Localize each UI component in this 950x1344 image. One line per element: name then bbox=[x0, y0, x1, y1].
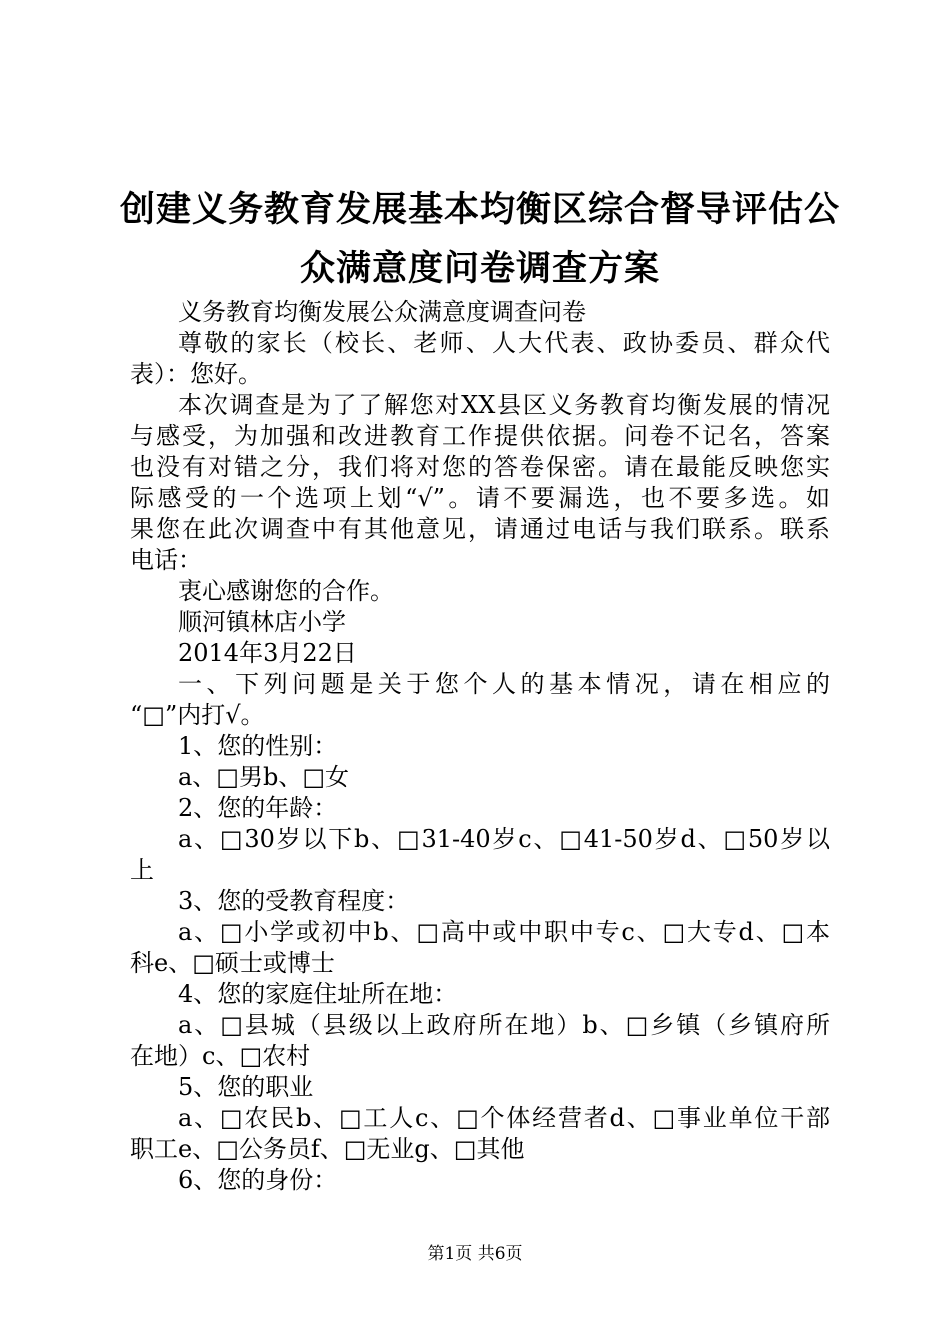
question-5: 5、您的职业 bbox=[178, 1073, 314, 1101]
question-5-options-line-2: 职工e、□公务员f、□无业g、□其他 bbox=[130, 1135, 525, 1163]
question-3-options-line-2: 科e、□硕士或博士 bbox=[130, 949, 335, 977]
thanks-line: 衷心感谢您的合作。 bbox=[178, 577, 394, 605]
intro-line-5: 果您在此次调查中有其他意见，请通过电话与我们联系。联系 bbox=[130, 515, 830, 543]
question-5-options-line-1: a、□农民b、□工人c、□个体经营者d、□事业单位干部 bbox=[178, 1104, 830, 1132]
school-name: 顺河镇林店小学 bbox=[178, 608, 346, 636]
document-title-line-1: 创建义务教育发展基本均衡区综合督导评估公 bbox=[119, 190, 840, 230]
survey-heading: 义务教育均衡发展公众满意度调查问卷 bbox=[178, 298, 586, 326]
question-4-options-line-1: a、□县城（县级以上政府所在地）b、□乡镇（乡镇府所 bbox=[178, 1011, 830, 1039]
question-3: 3、您的受教育程度： bbox=[178, 887, 410, 915]
question-1: 1、您的性别： bbox=[178, 732, 338, 760]
intro-line-2: 与感受，为加强和改进教育工作提供依据。问卷不记名，答案 bbox=[130, 422, 830, 450]
question-2: 2、您的年龄： bbox=[178, 794, 338, 822]
salutation-line-2: 表）：您好。 bbox=[130, 360, 262, 388]
intro-line-3: 也没有对错之分，我们将对您的答卷保密。请在最能反映您实 bbox=[130, 453, 830, 481]
salutation-line-1: 尊敬的家长（校长、老师、人大代表、政协委员、群众代 bbox=[178, 329, 830, 357]
section-one-line-1: 一、下列问题是关于您个人的基本情况，请在相应的 bbox=[178, 670, 830, 698]
date-line: 2014年3月22日 bbox=[178, 639, 357, 667]
intro-line-1: 本次调查是为了了解您对XX县区义务教育均衡发展的情况 bbox=[178, 391, 830, 419]
question-2-options-line-2: 上 bbox=[130, 856, 154, 884]
question-6: 6、您的身份： bbox=[178, 1166, 338, 1194]
document-title-line-2: 众满意度问卷调查方案 bbox=[299, 249, 660, 289]
section-one-line-2: “□”内打√。 bbox=[130, 701, 265, 729]
intro-line-4: 际感受的一个选项上划“√”。请不要漏选，也不要多选。如 bbox=[130, 484, 830, 512]
question-2-options-line-1: a、□30岁以下b、□31-40岁c、□41-50岁d、□50岁以 bbox=[178, 825, 830, 853]
question-4-options-line-2: 在地）c、□农村 bbox=[130, 1042, 311, 1070]
question-4: 4、您的家庭住址所在地： bbox=[178, 980, 458, 1008]
intro-line-6: 电话： bbox=[130, 546, 202, 574]
question-3-options-line-1: a、□小学或初中b、□高中或中职中专c、□大专d、□本 bbox=[178, 918, 830, 946]
page-number: 第1页 共6页 bbox=[427, 1244, 523, 1264]
question-1-options: a、□男b、□女 bbox=[178, 763, 350, 791]
